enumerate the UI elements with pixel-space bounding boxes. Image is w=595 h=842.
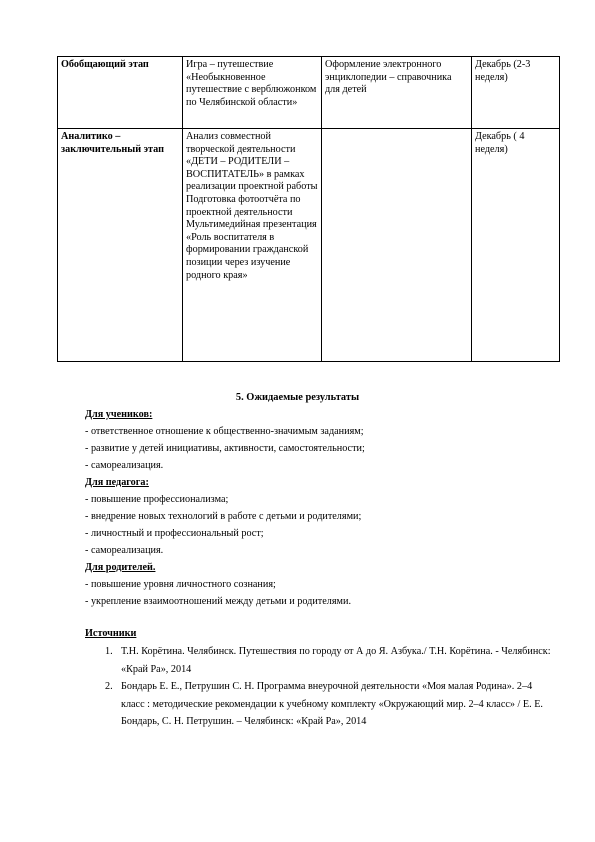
table-row: [58, 57, 560, 129]
stage-cell: Обобщающий этап: [58, 57, 183, 129]
parents-group-heading: Для родителей.: [85, 562, 156, 573]
source-item: [85, 678, 555, 731]
result-cell: Оформление электронного энциклопедии – справочника для детей: [322, 57, 472, 129]
stage-cell: Аналитико – заключительный этап: [58, 129, 183, 362]
date-cell: Декабрь (2-3 неделя): [472, 57, 560, 129]
date-cell: Декабрь ( 4 неделя): [472, 129, 560, 362]
source-number: 1.: [105, 646, 113, 657]
activity-cell: Игра – путешествие «Необыкновенное путешествие с верблюжонком по Челябинской области»: [183, 57, 322, 129]
sources-list: [85, 643, 555, 731]
list-item: - развитие у детей инициативы, активности, самостоятельности;: [85, 443, 365, 454]
project-plan-table: [57, 56, 560, 362]
source-number: 2.: [105, 681, 113, 692]
list-item: - укрепление взаимоотношений между детьми и родителями.: [85, 596, 351, 607]
list-item: - личностный и профессиональный рост;: [85, 528, 264, 539]
activity-cell: Анализ совместной творческой деятельности «ДЕТИ – РОДИТЕЛИ – ВОСПИТАТЕЛЬ» в рамках реализации проектной работы Подготовка фотоотчёта по проектной деятельности Мультимедийная презентация «Роль воспитателя в формировании гражданской позиции через изучение родного края»: [183, 129, 322, 362]
list-item: - ответственное отношение к общественно-значимым заданиям;: [85, 426, 364, 437]
list-item: - самореализация.: [85, 545, 164, 556]
source-text: Бондарь Е. Е., Петрушин С. Н. Программа внеурочной деятельности «Моя малая Родина». 2–4 класс : методические рекомендации к учебному комплекту «Окружающий мир. 2–4 класс» / Е. Е. Бондарь, С. Н. Петрушин. – Челябинск: «Край Ра», 2014: [121, 681, 543, 727]
source-text: Т.Н. Корётина. Челябинск. Путешествия по городу от А до Я. Азбука./ Т.Н. Корётина. - Челябинск: «Край Ра», 2014: [121, 646, 551, 675]
table-row: [58, 129, 560, 362]
list-item: - самореализация.: [85, 460, 164, 471]
list-item: - повышение профессионализма;: [85, 494, 229, 505]
list-item: - внедрение новых технологий в работе с детьми и родителями;: [85, 511, 362, 522]
expected-results-heading: 5. Ожидаемые результаты: [235, 392, 360, 403]
result-cell: [322, 129, 472, 362]
students-group-heading: Для учеников:: [85, 409, 153, 420]
source-item: [85, 643, 555, 678]
teacher-group-heading: Для педагога:: [85, 477, 149, 488]
sources-heading: Источники: [85, 628, 137, 639]
list-item: - повышение уровня личностного сознания;: [85, 579, 276, 590]
expected-results-section: [85, 409, 555, 613]
